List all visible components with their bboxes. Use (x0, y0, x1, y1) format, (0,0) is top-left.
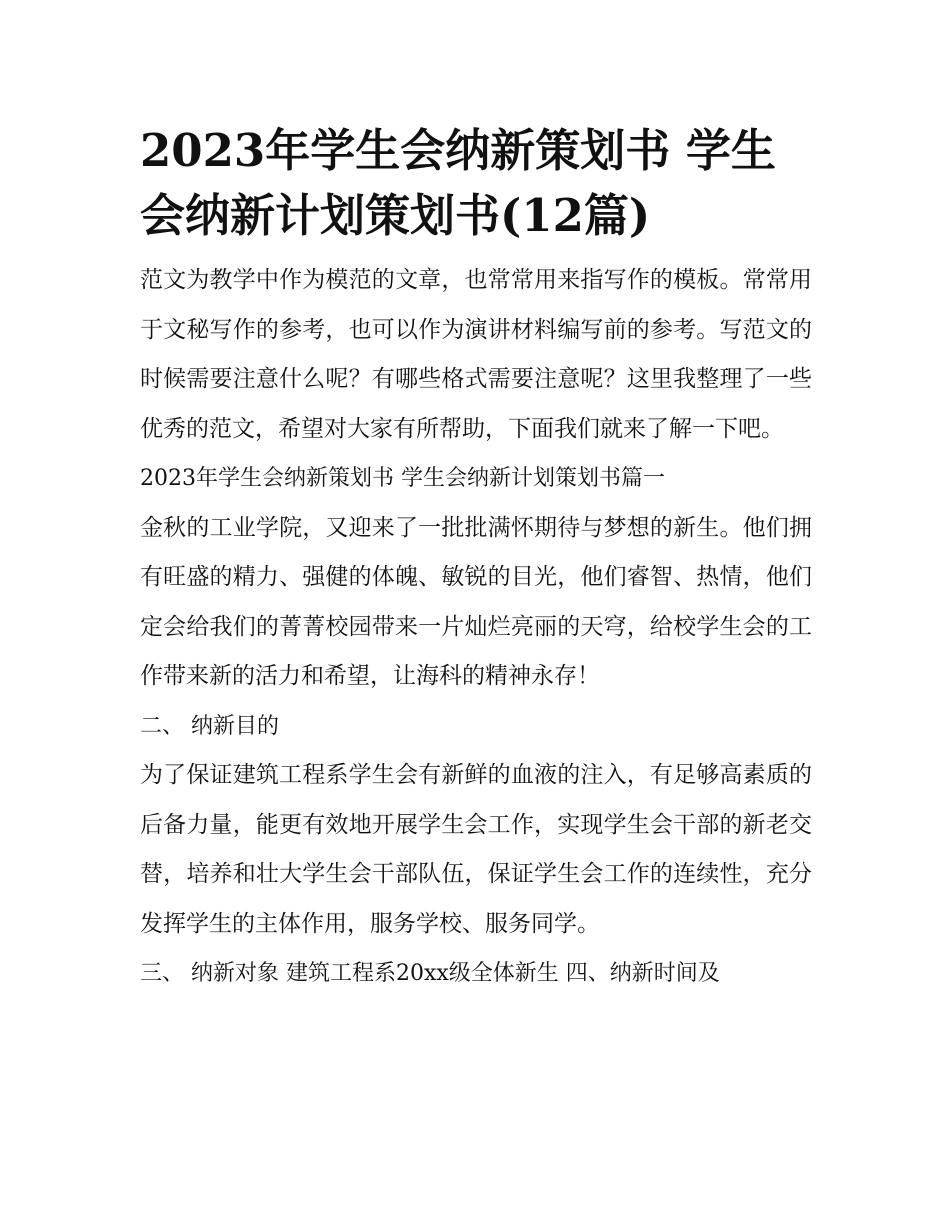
heading-3: 三、 纳新对象 建筑工程系20xx级全体新生 四、纳新时间及 (140, 961, 720, 986)
paragraph-2: 为了保证建筑工程系学生会有新鲜的血液的注入，有足够高素质的后备力量，能更有效地开展学生会工作，实现学生会干部的新老交替，培养和壮大学生会干部队伍，保证学生会工作的连续性，充分发挥学生的主体作用，服务学校、服务同学。 (140, 762, 812, 937)
document-page (140, 118, 812, 999)
intro-paragraph: 范文为教学中作为模范的文章，也常常用来指写作的模板。常常用于文秘写作的参考，也可以作为演讲材料编写前的参考。写范文的时候需要注意什么呢？有哪些格式需要注意呢？这里我整理了一些优秀的范文，希望对大家有所帮助，下面我们就来了解一下吧。 (140, 267, 812, 442)
section-title: 2023年学生会纳新策划书 学生会纳新计划策划书篇一 (140, 466, 665, 491)
document-title: 2023年学生会纳新策划书 学生会纳新计划策划书(12篇) (140, 124, 776, 242)
heading-2: 二、 纳新目的 (140, 713, 279, 739)
paragraph-1: 金秋的工业学院，又迎来了一批批满怀期待与梦想的新生。他们拥有旺盛的精力、强健的体魄、敏锐的目光，他们睿智、热情，他们定会给我们的菁菁校园带来一片灿烂亮丽的天穹，给校学生会的工作带来新的活力和希望，让海科的精神永存！ (140, 514, 812, 689)
